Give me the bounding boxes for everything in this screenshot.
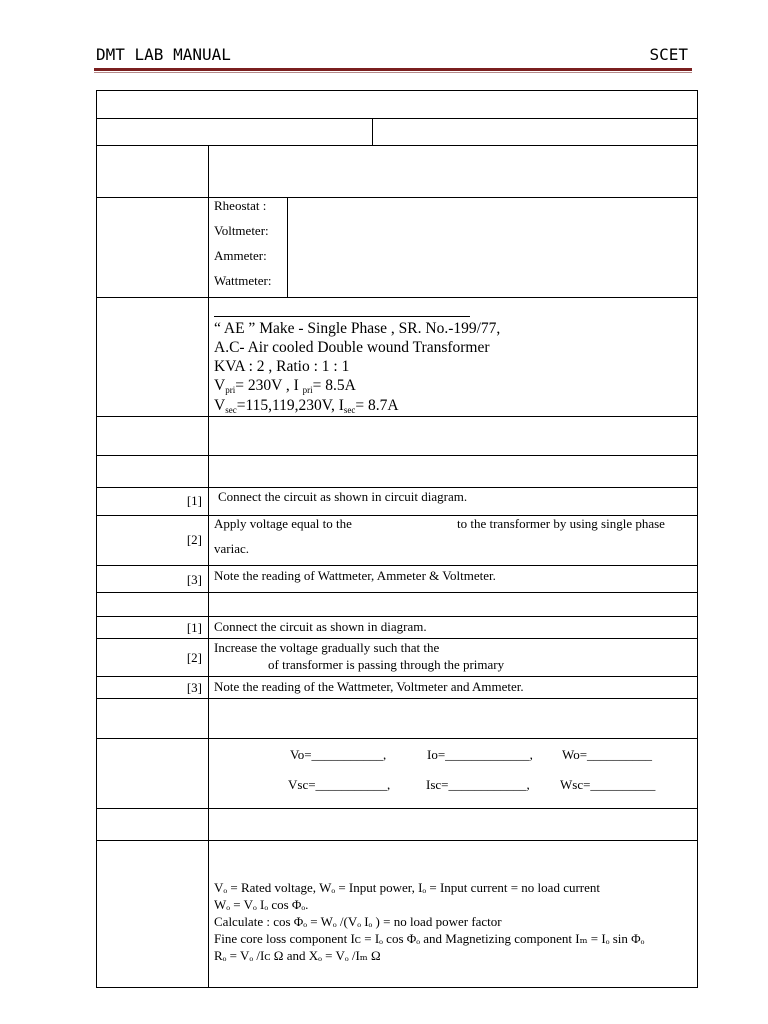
spec-primary-sub-i: pri (302, 385, 313, 395)
sc-step-number: [2] (186, 650, 202, 665)
equipment-ammeter: Ammeter: (214, 248, 267, 263)
row-divider (96, 297, 698, 298)
row-divider (96, 738, 698, 739)
row-divider (96, 118, 698, 119)
sc-step-text: Note the reading of the Wattmeter, Voltmeter and Ammeter. (214, 679, 524, 694)
oc-step-text: Connect the circuit as shown in circuit diagram. (218, 489, 468, 504)
row-divider (96, 197, 698, 198)
spec-type: A.C- Air cooled Double wound Transformer (214, 339, 490, 356)
row-divider (96, 592, 698, 593)
row-divider (96, 638, 698, 639)
spec-rating: KVA : 2 , Ratio : 1 : 1 (214, 358, 350, 375)
oc-step-number: [1] (186, 493, 202, 508)
formula-definitions: Vₒ = Rated voltage, Wₒ = Input power, Iₒ = Input current = no load current (214, 880, 601, 895)
oc-step-text: variac. (214, 541, 250, 556)
sc-step-text: Connect the circuit as shown in diagram. (214, 619, 427, 634)
spec-secondary-voltage: =115,119,230V, I (236, 397, 344, 414)
spec-secondary-sub-i: sec (343, 405, 356, 415)
observation-vo: Vo=___________, (290, 747, 387, 762)
row-divider (96, 616, 698, 617)
row-divider (96, 698, 698, 699)
oc-step-text: to the transformer by using single phase (457, 516, 665, 531)
observation-isc: Isc=____________, (426, 777, 530, 792)
row-divider (96, 455, 698, 456)
observation-io: Io=_____________, (427, 747, 533, 762)
observation-wo: Wo=__________ (562, 747, 653, 762)
formula-components: Fine core loss component Iᴄ = Iₒ cos Φₒ and Magnetizing component Iₘ = Iₒ sin Φₒ (214, 931, 645, 946)
column-divider-title (372, 118, 373, 145)
equipment-rheostat: Rheostat : (214, 198, 267, 213)
oc-step-number: [3] (186, 572, 202, 587)
oc-step-number: [2] (186, 532, 202, 547)
column-divider-label (208, 145, 209, 988)
formula-impedance: Rₒ = Vₒ /Iᴄ Ω and Xₒ = Vₒ /Iₘ Ω (214, 948, 381, 963)
equipment-voltmeter: Voltmeter: (214, 223, 269, 238)
spec-make: “ AE ” Make - Single Phase , SR. No.-199/77, (214, 320, 501, 337)
row-divider (96, 808, 698, 809)
oc-step-text: Apply voltage equal to the (214, 516, 352, 531)
formula-power-factor: Calculate : cos Φₒ = Wₒ /(Vₒ Iₒ ) = no load power factor (214, 914, 502, 929)
spec-rule (214, 316, 470, 317)
header-rule (94, 68, 692, 71)
spec-secondary-current: = 8.7A (355, 397, 399, 414)
spec-primary: $V_{pri}= 230V$ , I $_{pri}$= 8.5A (214, 377, 356, 395)
spec-primary-voltage: = 230V , I (235, 377, 299, 394)
header-rule-thin (94, 72, 692, 73)
row-divider (96, 487, 698, 488)
observation-vsc: Vsc=___________, (288, 777, 391, 792)
column-divider-equipment (287, 197, 288, 297)
row-divider (96, 676, 698, 677)
sc-step-number: [3] (186, 680, 202, 695)
spec-primary-sub-v: pri (225, 385, 236, 395)
sc-step-text: Increase the voltage gradually such that the (214, 640, 440, 655)
spec-secondary-sub-v: sec (225, 405, 237, 415)
sc-step-number: [1] (186, 620, 202, 635)
observation-wsc: Wsc=__________ (560, 777, 656, 792)
header-title: DMT LAB MANUAL (96, 45, 231, 64)
spec-secondary: $V_{sec}=115,119,230V$, $I_{sec}= 8.7A$ (214, 397, 399, 415)
sc-step-text: of transformer is passing through the primary (268, 657, 505, 672)
header-institute: SCET (649, 45, 688, 64)
row-divider (96, 840, 698, 841)
formula-power: Wₒ = Vₒ Iₒ cos Φₒ. (214, 897, 309, 912)
row-divider (96, 145, 698, 146)
oc-step-text: Note the reading of Wattmeter, Ammeter & Voltmeter. (214, 568, 496, 583)
spec-primary-current: = 8.5A (312, 377, 356, 394)
equipment-wattmeter: Wattmeter: (214, 273, 272, 288)
row-divider (96, 565, 698, 566)
